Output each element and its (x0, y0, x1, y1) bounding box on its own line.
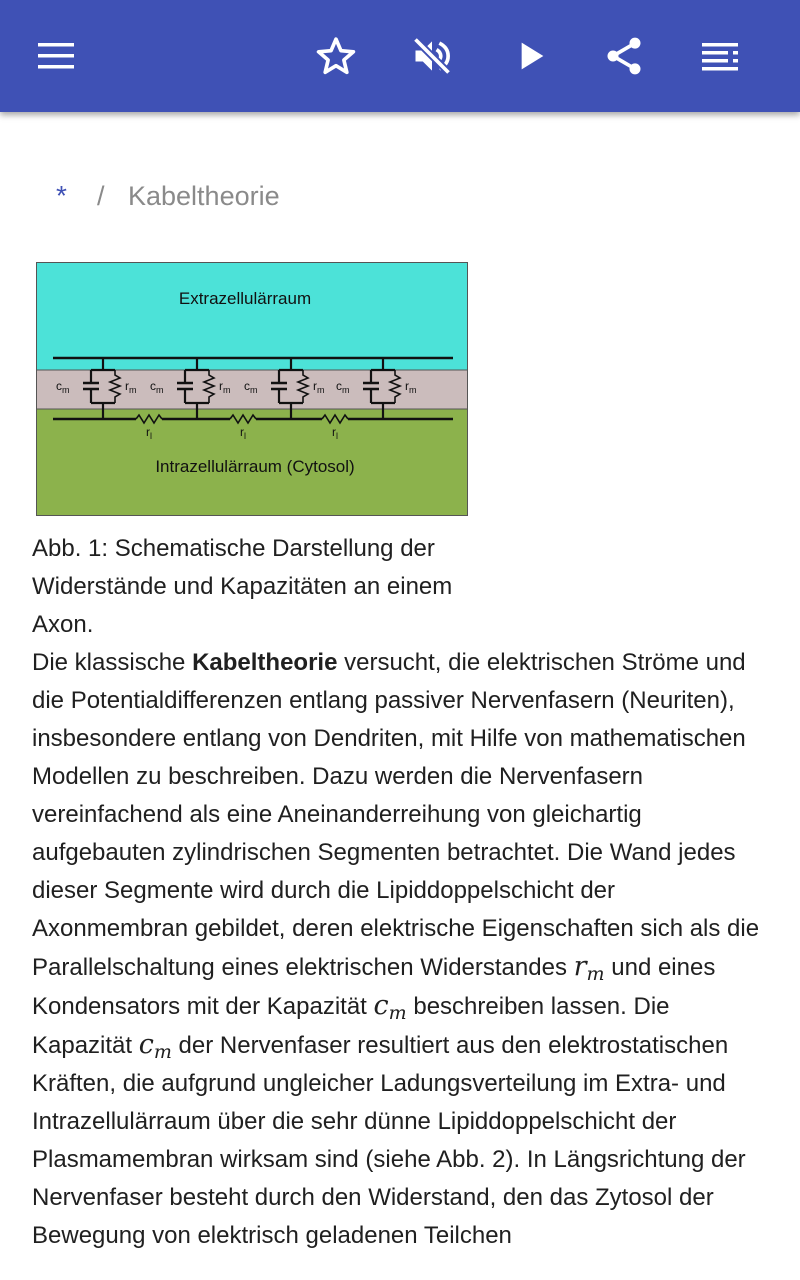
rl-label: $r_l$ (240, 425, 246, 441)
axon-circuit-figure[interactable] (36, 262, 468, 516)
axial-resistor-unit (230, 413, 256, 425)
rm-label: $r_m$ (405, 379, 417, 395)
extracellular-label: Extrazellulärraum (178, 289, 312, 308)
cm-label: $c_m$ (56, 379, 70, 395)
cm-label: $c_m$ (336, 379, 350, 395)
menu-button[interactable] (28, 28, 84, 84)
rm-label: $r_m$ (125, 379, 137, 395)
breadcrumb-separator: / (97, 180, 105, 211)
volume-off-icon (410, 34, 454, 78)
figure-caption: Abb. 1: Schematische Darstellung der Widerstände und Kapazitäten an einem Axon. (32, 535, 453, 638)
menu-icon (36, 41, 76, 71)
share-icon (602, 34, 646, 78)
axial-resistor-unit (136, 413, 162, 425)
axial-resistor-unit (322, 413, 348, 425)
list-icon (700, 41, 740, 71)
article-term: Kabeltheorie (192, 649, 338, 676)
breadcrumb (56, 180, 280, 212)
breadcrumb-home-link[interactable]: * (56, 180, 67, 211)
formula-cm: $c_m$ (373, 990, 407, 1024)
rl-label: $r_l$ (146, 425, 152, 441)
cm-label: $c_m$ (244, 379, 258, 395)
rm-label: $r_m$ (313, 379, 325, 395)
intracellular-label: Intrazellulärraum (Cytosol) (155, 457, 355, 476)
play-icon (510, 36, 550, 76)
cm-label: $c_m$ (150, 379, 164, 395)
star-icon (314, 34, 358, 78)
extracellular-region (37, 263, 467, 370)
formula-cm: $c_m$ (138, 1029, 172, 1063)
rm-label: $r_m$ (219, 379, 231, 395)
formula-rm: $r_m$ (573, 951, 605, 985)
mute-button[interactable] (404, 28, 460, 84)
play-button[interactable] (502, 28, 558, 84)
app-bar (0, 0, 800, 112)
article-paragraph: Die klassische Kabeltheorie versucht, die elektrischen Ströme und die Potentialdifferenzen entlang passiver Nervenfasern (Neuriten), insbesondere entlang von Dendriten, mit Hilfe von mathematischen Modellen zu beschreiben. Dazu werden die Nervenfasern vereinfachend als eine Aneinanderreihung von gleichartig aufgebauten zylindrischen Segmenten betrachtet. Die Wand jedes dieser Segmente wird durch die Lipiddoppelschicht der Axonmembran gebildet, deren elektrische Eigenschaften sich als die Parallelschaltung eines elektrischen Widerstandes $r_m$ und eines Kondensators mit der Kapazität $c_m$ beschreiben lassen. Die Kapazität $c_m$ der Nervenfaser resultiert aus den elektrostatischen Kräften, die aufgrund ungleicher Ladungsverteilung im Extra- und Intrazellulärraum über die sehr dünne Lipiddoppelschicht der Plasmamembran wirksam sind (siehe Abb. 2). In Längsrichtung der Nervenfaser besteht durch den Widerstand, den das Zytosol der Bewegung von elektrisch geladenen Teilchen (32, 649, 760, 1249)
bookmark-button[interactable] (308, 28, 364, 84)
circuit-diagram (37, 263, 467, 515)
contents-button[interactable] (692, 28, 748, 84)
breadcrumb-current: Kabeltheorie (128, 180, 280, 211)
rl-label: $r_l$ (332, 425, 338, 441)
share-button[interactable] (596, 28, 652, 84)
